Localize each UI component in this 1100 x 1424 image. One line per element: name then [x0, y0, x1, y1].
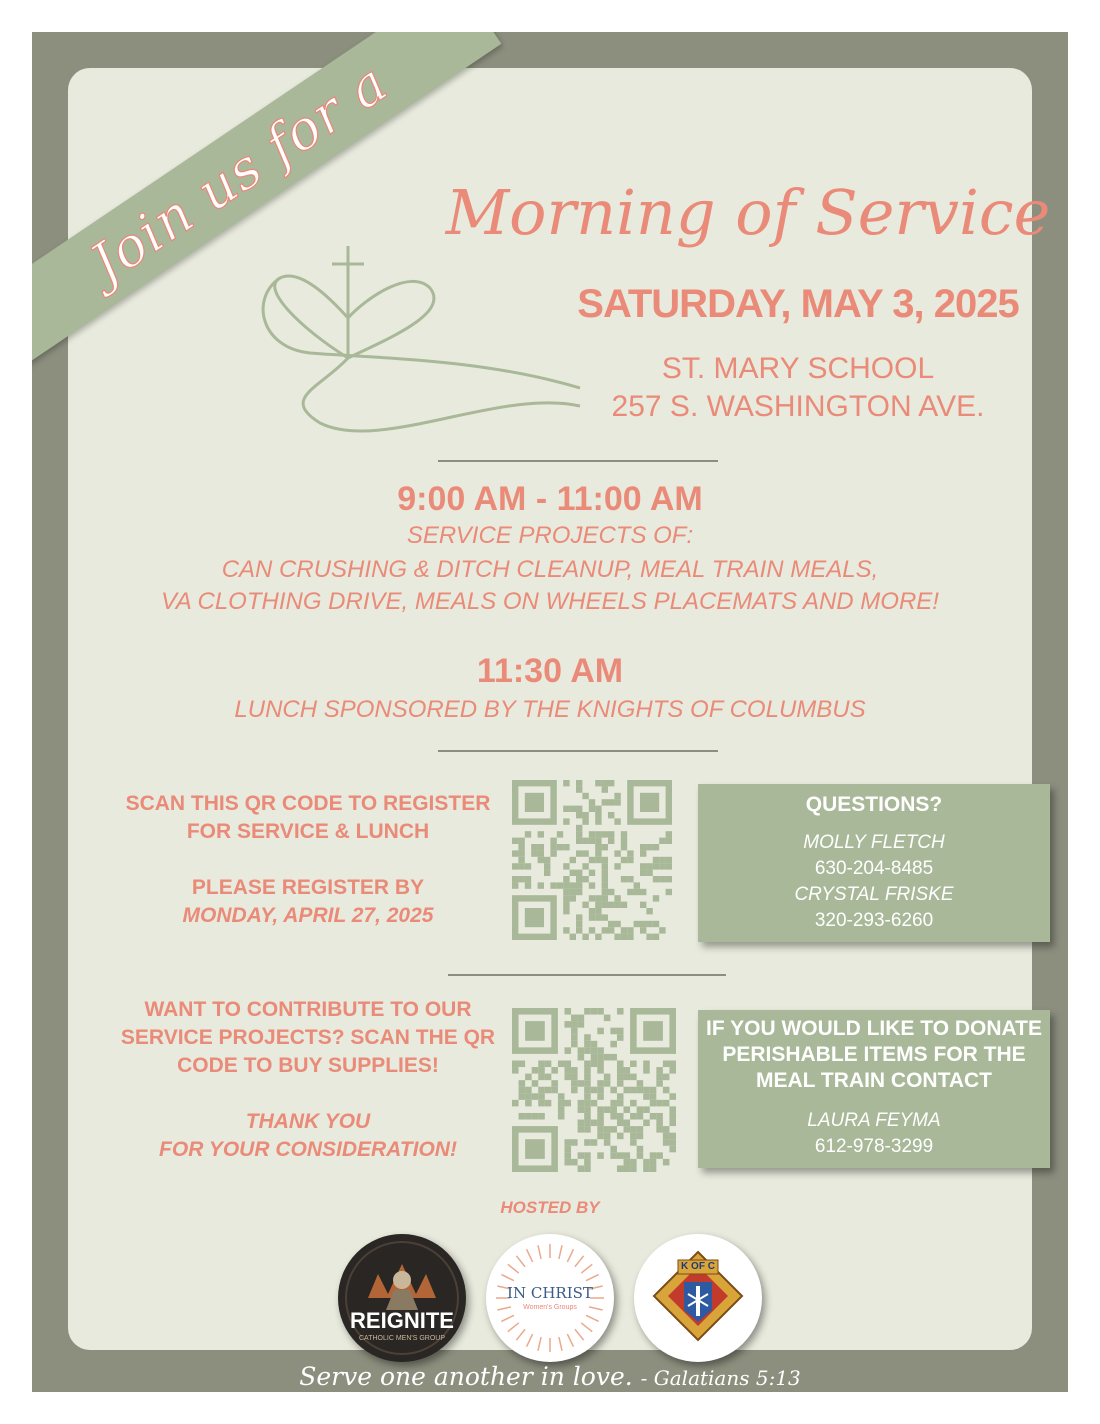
divider [448, 974, 726, 976]
donate-box [698, 1010, 1050, 1168]
contact-phone: 630-204-8485 [814, 858, 934, 879]
contribute-line: SERVICE PROJECTS? SCAN THE QR [120, 1026, 496, 1049]
projects-line: VA CLOTHING DRIVE, MEALS ON WHEELS PLACEMATS AND MORE! [161, 588, 939, 615]
location-name: ST. MARY SCHOOL [661, 352, 935, 385]
lunch-sponsor: LUNCH SPONSORED BY THE KNIGHTS OF COLUMBUS [234, 696, 866, 723]
contact-name: LAURA FEYMA [807, 1110, 941, 1131]
register-line: FOR SERVICE & LUNCH [186, 820, 430, 843]
page-title: Morning of Service [445, 176, 1051, 249]
projects-intro: SERVICE PROJECTS OF: [406, 522, 694, 549]
cross-heart-icon [240, 238, 600, 448]
questions-heading: QUESTIONS? [805, 793, 943, 816]
divider [438, 750, 718, 752]
in-christ-logo [486, 1234, 614, 1362]
divider [438, 460, 718, 462]
deadline-date: MONDAY, APRIL 27, 2025 [182, 904, 434, 927]
contact-phone: 320-293-6260 [814, 910, 934, 931]
in-christ-subtext: Women's Groups [523, 1304, 577, 1311]
lunch-time: 11:30 AM [476, 652, 624, 690]
event-location [548, 350, 1048, 426]
questions-box [698, 784, 1050, 942]
contact-phone: 612-978-3299 [814, 1136, 934, 1157]
ribbon-text: Join us for a [78, 50, 399, 296]
reignite-subtext: CATHOLIC MEN'S GROUP [359, 1335, 445, 1342]
hosted-by-label: HOSTED BY [500, 1198, 600, 1217]
supplies-qr-code[interactable] [512, 1008, 676, 1172]
deadline-label: PLEASE REGISTER BY [191, 876, 425, 899]
kofc-emblem-icon [634, 1234, 762, 1362]
thanks-line: FOR YOUR CONSIDERATION! [159, 1138, 457, 1161]
reignite-text: REIGNITE [350, 1308, 454, 1333]
footer-verse [0, 1362, 1100, 1391]
verse-text: Serve one another in love. [299, 1362, 633, 1391]
thanks-line: THANK YOU [245, 1110, 371, 1133]
flyer-panel [68, 68, 1051, 1350]
donate-line: PERISHABLE ITEMS FOR THE [722, 1043, 1026, 1066]
contact-name: MOLLY FLETCH [803, 832, 945, 853]
location-address: 257 S. WASHINGTON AVE. [611, 390, 985, 423]
kofc-text: K OF C [681, 1261, 715, 1272]
contact-name: CRYSTAL FRISKE [794, 884, 954, 905]
register-text [108, 790, 508, 930]
contribute-text [108, 996, 508, 1164]
flyer-frame [32, 32, 1068, 1392]
event-date: SATURDAY, MAY 3, 2025 [577, 282, 1019, 326]
contribute-line: CODE TO BUY SUPPLIES! [177, 1054, 439, 1077]
contribute-line: WANT TO CONTRIBUTE TO OUR [144, 998, 472, 1021]
service-time: 9:00 AM - 11:00 AM [397, 480, 703, 518]
knights-of-columbus-logo [634, 1234, 762, 1362]
in-christ-text: IN CHRIST [507, 1284, 593, 1302]
verse-reference: - Galatians 5:13 [640, 1366, 801, 1390]
projects-line: CAN CRUSHING & DITCH CLEANUP, MEAL TRAIN MEALS, [221, 556, 879, 583]
reignite-emblem-icon [338, 1234, 466, 1362]
register-line: SCAN THIS QR CODE TO REGISTER [125, 792, 491, 815]
reignite-logo [338, 1234, 466, 1362]
register-qr-code[interactable] [512, 780, 672, 940]
donate-line: MEAL TRAIN CONTACT [755, 1069, 993, 1092]
donate-line: IF YOU WOULD LIKE TO DONATE [706, 1017, 1042, 1040]
